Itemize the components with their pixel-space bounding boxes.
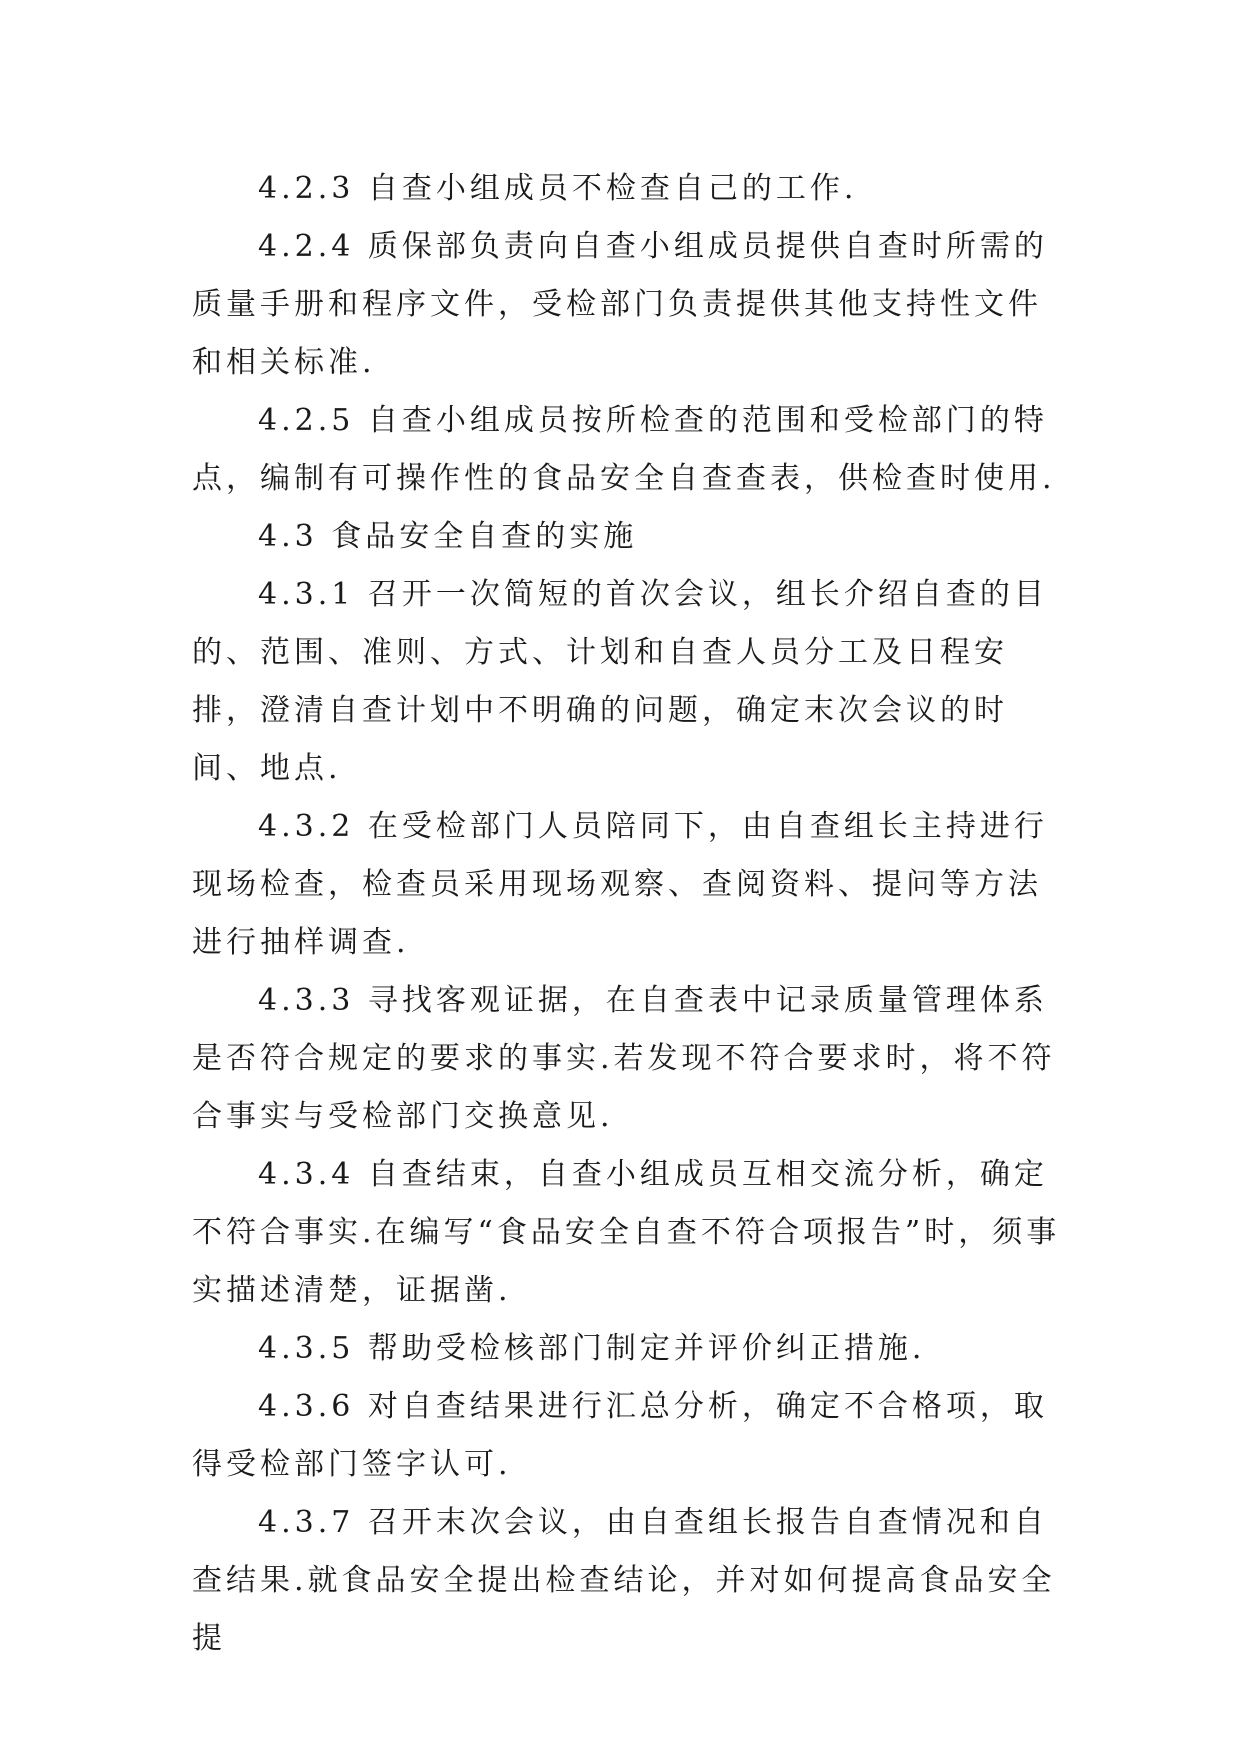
paragraph-4-3-6: 4.3.6 对自查结果进行汇总分析，确定不合格项，取得受检部门签字认可. <box>192 1389 1048 1482</box>
paragraph-4-2-3: 4.2.3 自查小组成员不检查自己的工作. <box>258 171 858 206</box>
paragraph-4-3-5: 4.3.5 帮助受检核部门制定并评价纠正措施. <box>258 1331 926 1366</box>
paragraph-4-3-4: 4.3.4 自查结束，自查小组成员互相交流分析，确定不符合事实.在编写“食品安全自查不符合项报告”时，须事实描述清楚，证据凿. <box>192 1157 1061 1308</box>
document-body <box>192 160 1062 1668</box>
paragraph-4-3-1: 4.3.1 召开一次简短的首次会议，组长介绍自查的目的、范围、准则、方式、计划和自查人员分工及日程安排，澄清自查计划中不明确的问题，确定末次会议的时间、地点. <box>192 577 1048 786</box>
paragraph-4-3-2: 4.3.2 在受检部门人员陪同下，由自查组长主持进行现场检查，检查员采用现场观察、查阅资料、提问等方法进行抽样调查. <box>192 809 1048 960</box>
paragraph-4-3-7: 4.3.7 召开末次会议，由自查组长报告自查情况和自查结果.就食品安全提出检查结论，并对如何提高食品安全提 <box>192 1505 1056 1656</box>
paragraph-4-3-3: 4.3.3 寻找客观证据，在自查表中记录质量管理体系是否符合规定的要求的事实.若发现不符合要求时，将不符合事实与受检部门交换意见. <box>192 983 1056 1134</box>
paragraph-4-2-4: 4.2.4 质保部负责向自查小组成员提供自查时所需的质量手册和程序文件，受检部门负责提供其他支持性文件和相关标准. <box>192 229 1048 380</box>
paragraph-4-2-5: 4.2.5 自查小组成员按所检查的范围和受检部门的特点，编制有可操作性的食品安全自查查表，供检查时使用. <box>192 403 1056 496</box>
section-heading-4-3: 4.3 食品安全自查的实施 <box>258 519 638 554</box>
